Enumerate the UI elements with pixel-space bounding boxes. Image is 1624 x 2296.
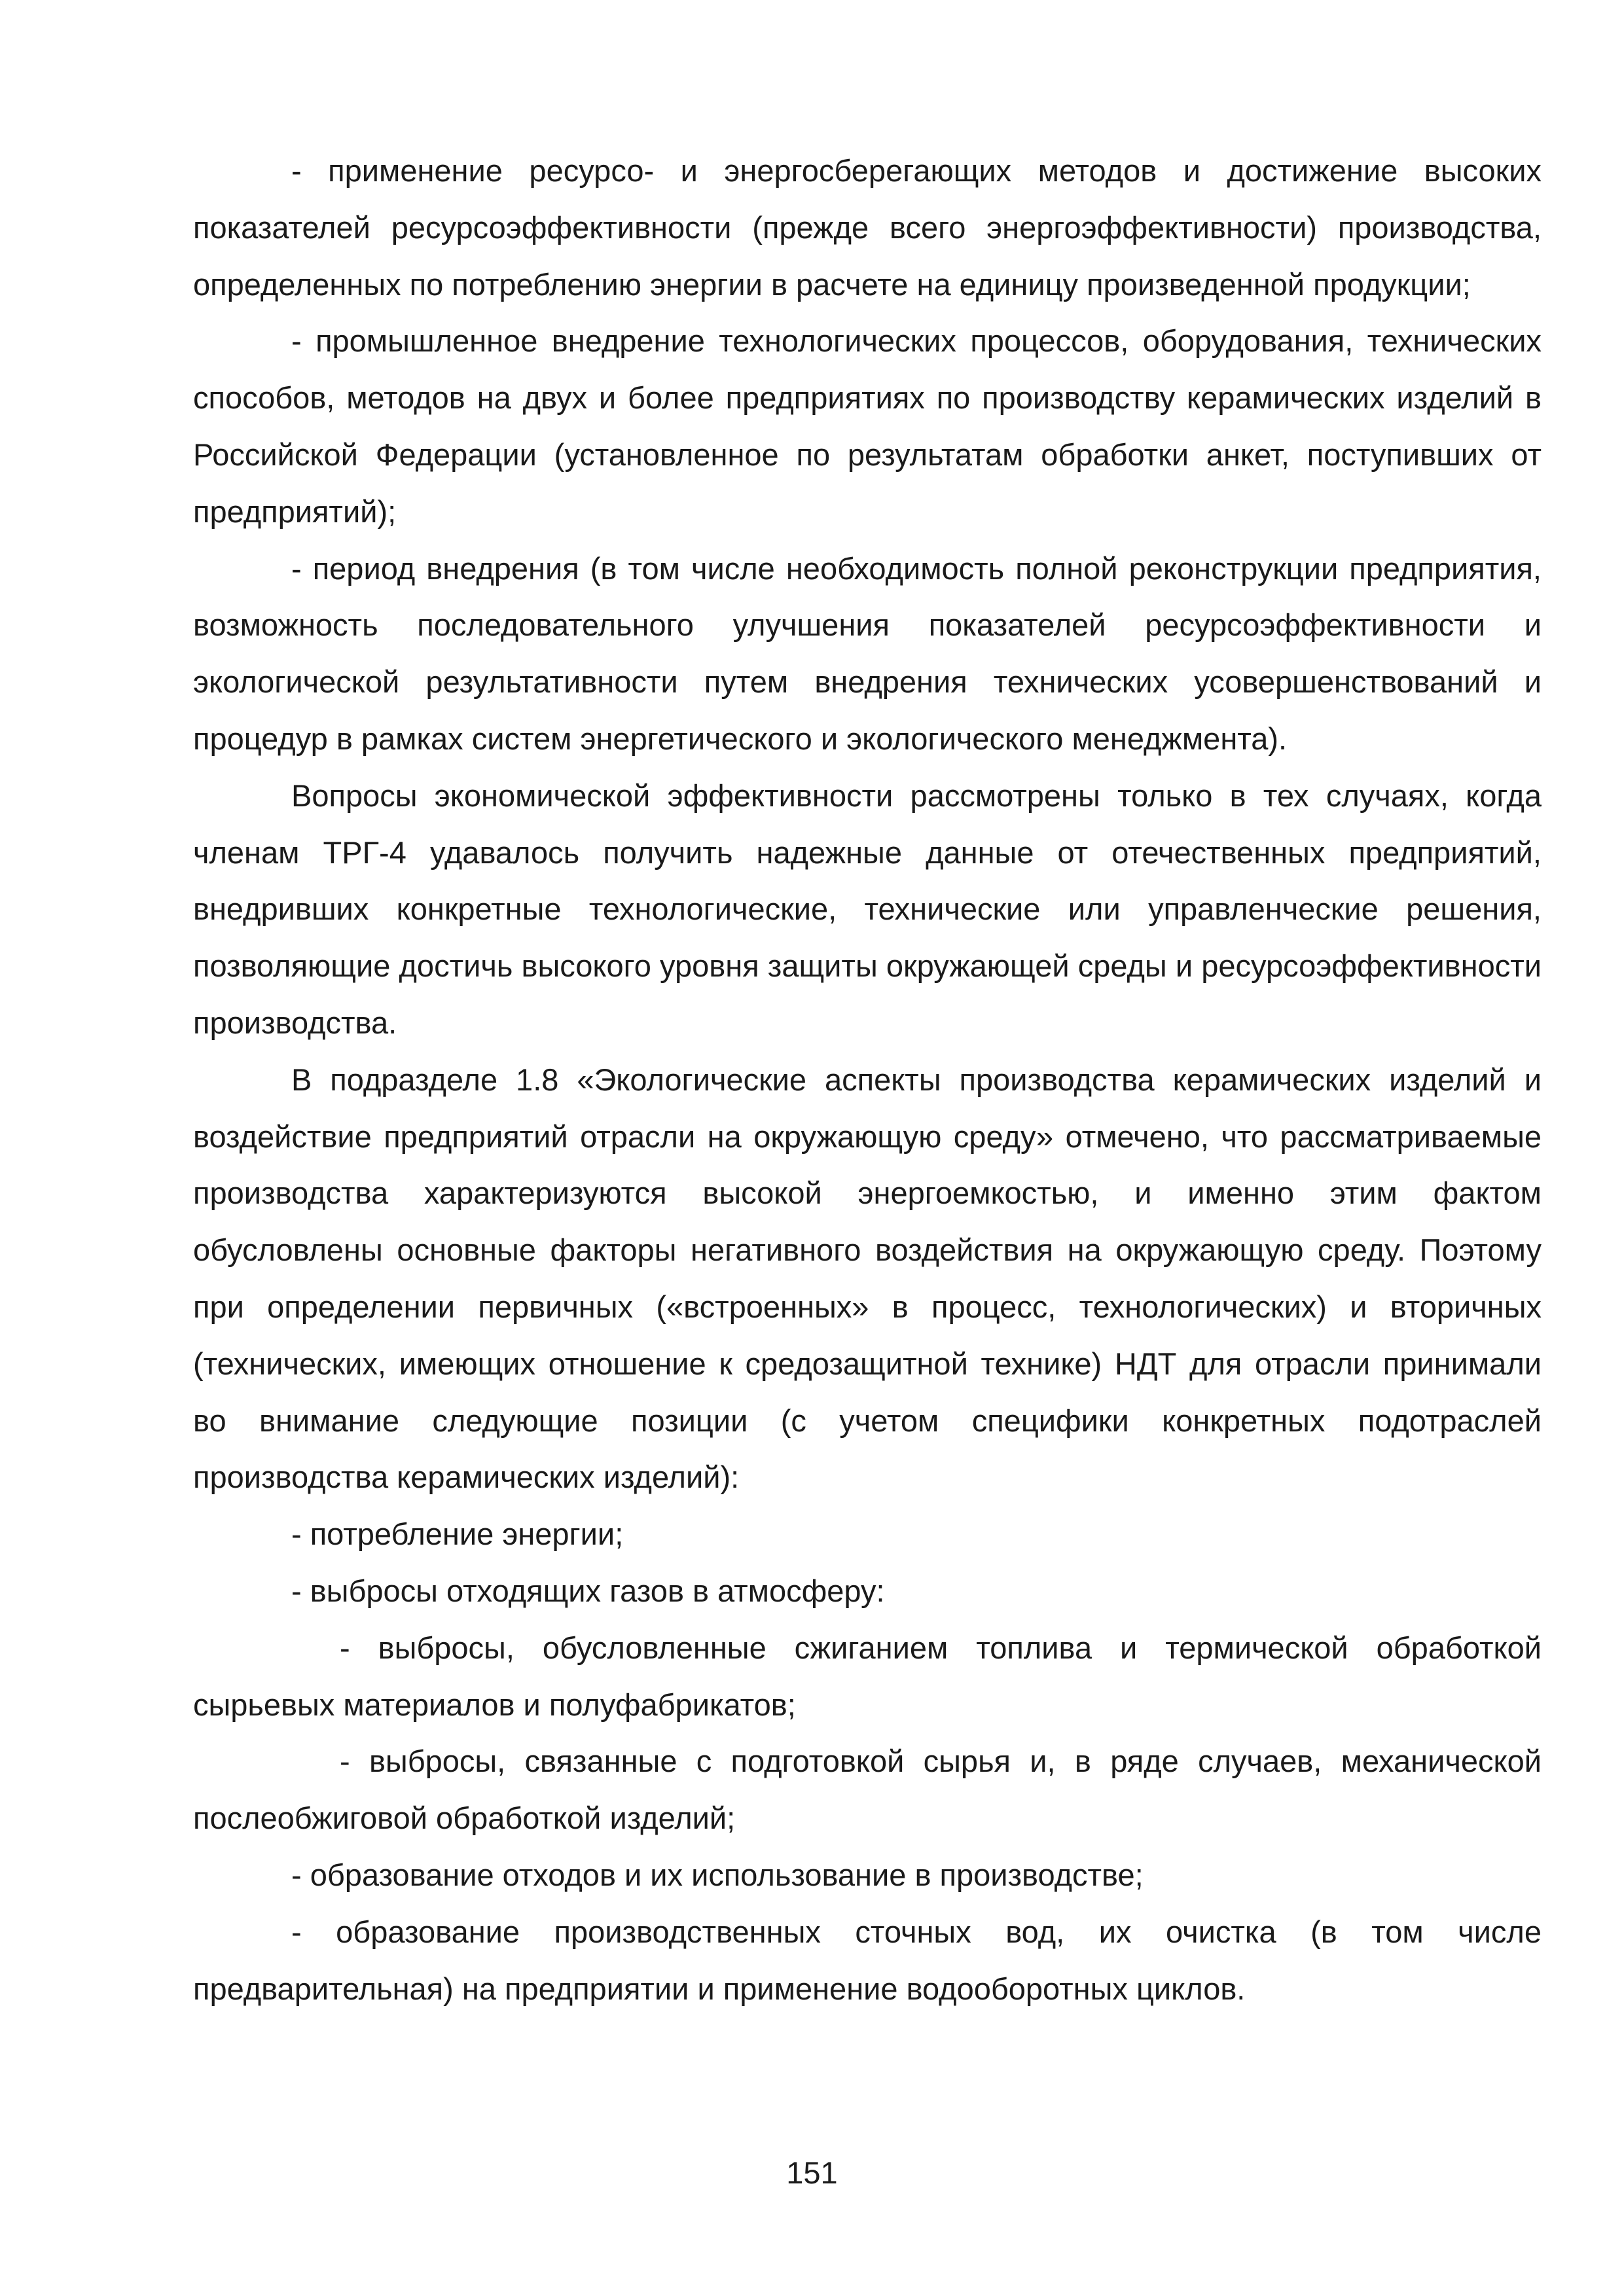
list-item-waste-generation: - образование отходов и их использование в производстве; (291, 1857, 1144, 1892)
list-item-energy-consumption: - потребление энергии; (291, 1516, 624, 1552)
list-item-wastewater: - образование производственных сточных вод, их очистка (в том числе предварительная) на предприятии и применение водооборотных циклов. (193, 1914, 1542, 2006)
paragraph-ecological-aspects: В подразделе 1.8 «Экологические аспекты производства керамических изделий и воздействие предприятий отрасли на окружающую среду» отмечено, что рассматриваемые производства характеризуются высокой энергоемкостью, и именно этим фактом обусловлены основные факторы негативного воздействия на окружающую среду. Поэтому при определении первичных («встроенных» в процесс, технологических) и вторичных (технических, имеющих отношение к средозащитной технике) НДТ для отрасли принимали во внимание следующие позиции (с учетом специфики конкретных подотраслей производства керамических изделий): (193, 1062, 1542, 1495)
list-item-air-emissions: - выбросы отходящих газов в атмосферу: (291, 1573, 885, 1608)
document-body (193, 143, 1542, 2017)
list-item-industrial-implementation: - промышленное внедрение технологических процессов, оборудования, технических способов, методов на двух и более предприятиях по производству керамических изделий в Российской Федерации (установленное по результатам обработки анкет, поступивших от предприятий); (193, 323, 1542, 529)
list-item-implementation-period: - период внедрения (в том числе необходимость полной реконструкции предприятия, возможность последовательного улучшения показателей ресурсоэффективности и экологической результативности путем внедрения технических усовершенствований и процедур в рамках систем энергетического и экологического менеджмента). (193, 550, 1542, 756)
paragraph-economic-efficiency: Вопросы экономической эффективности рассмотрены только в тех случаях, когда членам ТРГ-4 удавалось получить надежные данные от отечественных предприятий, внедривших конкретные технологические, технические или управленческие решения, позволяющие достичь высокого уровня защиты окружающей среды и ресурсоэффективности производства. (193, 778, 1542, 1040)
page-number: 151 (786, 2155, 838, 2190)
sublist-item-raw-preparation: - выбросы, связанные с подготовкой сырья и, в ряде случаев, механической послеобжиговой обработкой изделий; (193, 1744, 1542, 1836)
list-item-resource-saving: - применение ресурсо- и энергосберегающих методов и достижение высоких показателей ресурсоэффективности (прежде всего энергоэффективности) производства, определенных по потреблению энергии в расчете на единицу произведенной продукции; (193, 153, 1542, 302)
sublist-item-fuel-combustion: - выбросы, обусловленные сжиганием топлива и термической обработкой сырьевых материалов и полуфабрикатов; (193, 1630, 1542, 1722)
